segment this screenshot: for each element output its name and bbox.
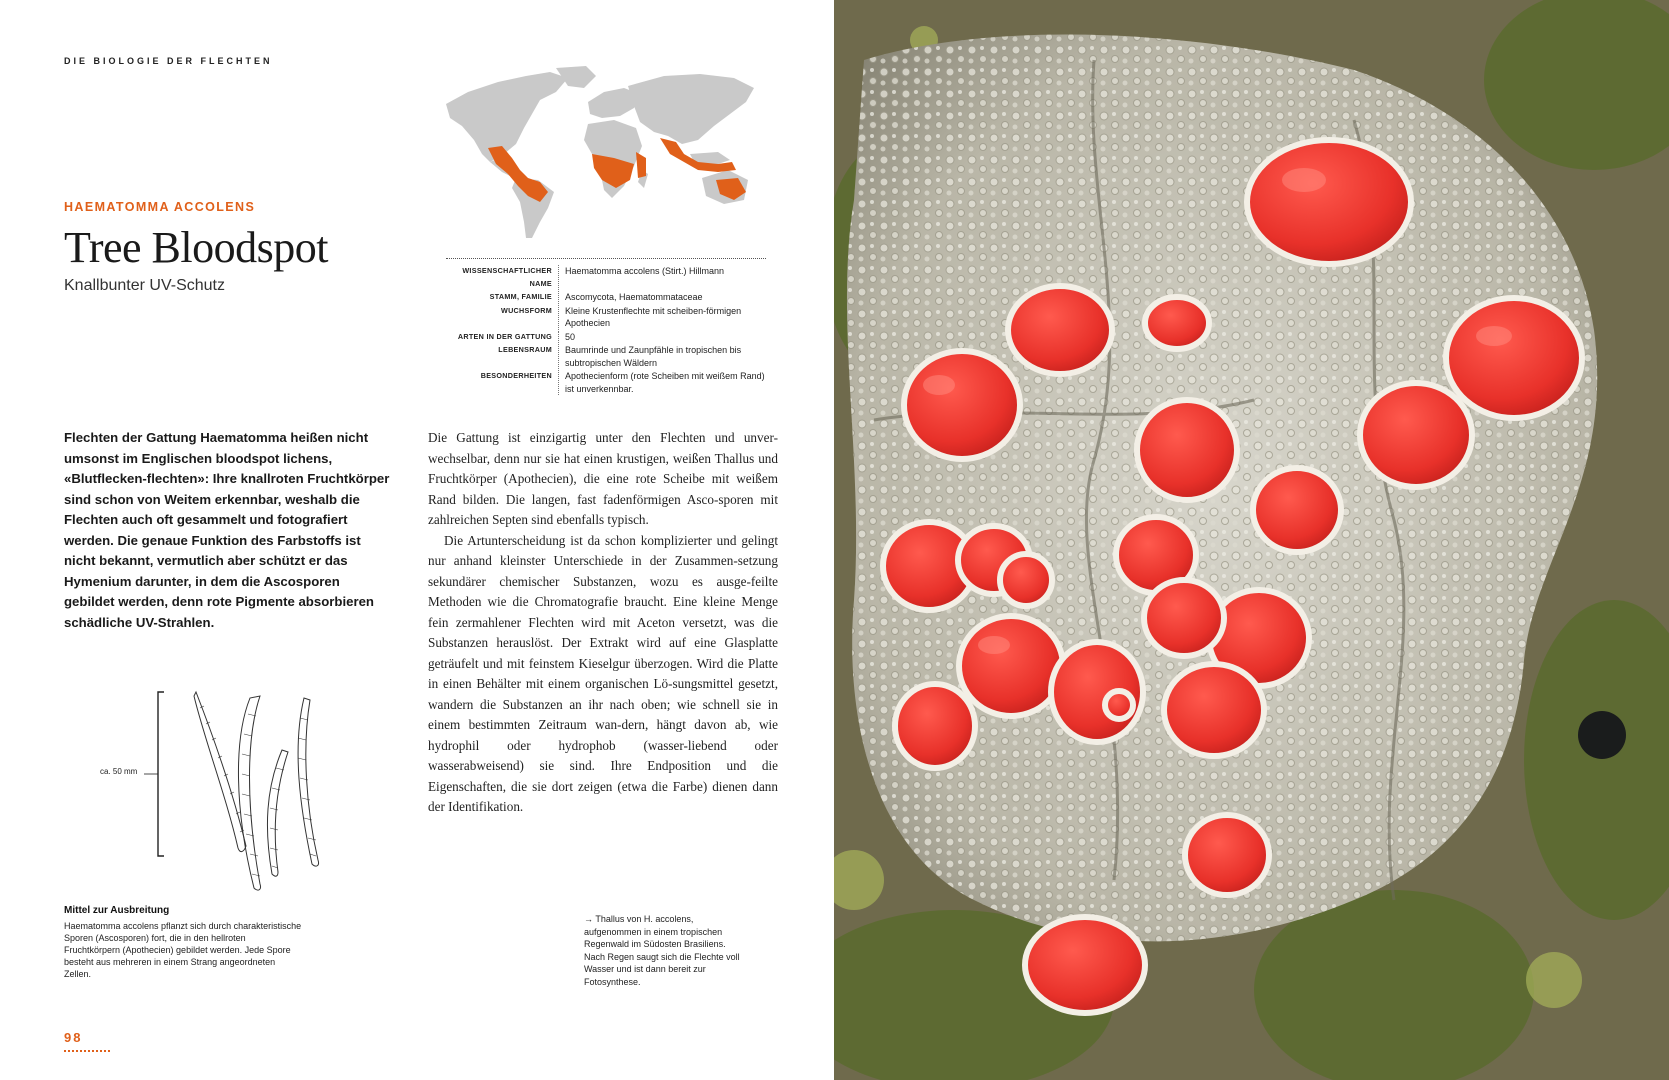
spore-illustration [100, 678, 340, 908]
info-key: WUCHSFORM [500, 305, 552, 315]
info-row [446, 344, 766, 369]
info-row [446, 291, 766, 304]
info-value: Haematomma accolens (Stirt.) Hillmann [558, 265, 766, 290]
info-value: Ascomycota, Haematommataceae [558, 291, 766, 304]
info-row [446, 265, 766, 290]
running-head: DIE BIOLOGIE DER FLECHTEN [64, 56, 273, 66]
info-row [446, 305, 766, 330]
page-title: Tree Bloodspot [64, 223, 328, 272]
info-value: Baumrinde und Zaunpfähle in tropischen bis subtropischen Wäldern [558, 344, 766, 369]
info-row [446, 370, 766, 395]
body-paragraph: Die Artunterscheidung ist da schon komplizierter und gelingt nur anhand kleinster Unterschiede in der Zusammen-setzung sekundärer chemischer Substanzen, wozu es ausge-feilte Methoden wie die Chromatografie braucht. Eine kleine Menge fein zermahlener Flechten wird mit Aceton versetzt, was die Substanzen herauslöst. Der Extrakt wird auf eine Glasplatte geträufelt und mit feinstem Kieselgur überzogen. Wird die Platte in einen Behälter mit einem organischen Lö-sungsmittel gesetzt, wandern die Substanzen an ihr nach oben; wie schnell sie in einem bestimmten Zeitraum wan-dern, hängt davon ab, wie hydrophil oder hydrophob (wasser-liebend oder wasserabweisend) sie sind. Ihre Endposition und die Eigenschaften, die sie dort zeigen (etwa die Farbe) dienen dann der Identifikation. [428, 532, 778, 814]
photo-caption: → Thallus von H. accolens, aufgenommen in einem tropischen Regenwald im Südosten Brasiliens. Nach Regen saugt sich die Flechte voll Wasser und ist dann bereit zur Fotosynthese. [584, 914, 740, 987]
lichen-photo [834, 0, 1669, 1080]
right-page [834, 0, 1669, 1080]
info-row [446, 331, 766, 344]
info-value: 50 [558, 331, 766, 344]
info-value: Apothecienform (rote Scheiben mit weißem Rand) ist unverkennbar. [558, 370, 766, 395]
caption-text: Haematomma accolens pflanzt sich durch charakteristische Sporen (Ascosporen) fort, die in den hellroten Fruchtkörpern (Apothecien) gebildet werden. Jede Spore besteht aus mehreren in einem Strang angeordneten Zellen. [64, 921, 302, 979]
distribution-map [428, 62, 768, 242]
info-key: ARTEN IN DER GATTUNG [457, 331, 552, 341]
left-page [0, 0, 834, 1080]
page-subtitle: Knallbunter UV-Schutz [64, 277, 225, 294]
info-key: LEBENSRAUM [498, 345, 552, 354]
page-number-dots [64, 1050, 110, 1052]
info-key: STAMM, FAMILIE [489, 292, 552, 301]
info-key: WISSENSCHAFTLICHER NAME [462, 266, 552, 288]
info-table [446, 258, 766, 396]
page-number: 98 [64, 1030, 83, 1045]
info-value: Kleine Krustenflechte mit scheiben-förmigen Apothecien [558, 305, 766, 330]
scale-label: ca. 50 mm [100, 767, 138, 776]
body-paragraph: Die Gattung ist einzigartig unter den Flechten und unver-wechselbar, denn nur sie hat einen krustigen, weißen Thallus und Fruchtkörper (Apothecien), die eine rote Scheibe mit weißem Rand bilden. Die langen, fast fadenförmigen Asco-sporen mit zahlreichen Septen sind ebenfalls typisch. [428, 430, 778, 527]
lead-paragraph: Flechten der Gattung Haematomma heißen nicht umsonst im Englischen bloodspot lichens, «Blutflecken-flechten»: Ihre knallroten Fruchtkörper sind schon von Weitem erkennbar, weshalb die Flechten auch oft gesammelt und fotografiert werden. Die genaue Funktion des Farbstoffs ist nicht bekannt, vermutlich aber schützt er das Hymenium darunter, in dem die Ascosporen gebildet werden, denn rote Pigmente absorbieren schädliche UV-Strahlen. [64, 430, 390, 630]
info-key: BESONDERHEITEN [480, 371, 552, 380]
caption-title: Mittel zur Ausbreitung [64, 905, 170, 916]
body-text [428, 428, 778, 818]
species-latin-name: HAEMATOMMA ACCOLENS [64, 200, 256, 214]
